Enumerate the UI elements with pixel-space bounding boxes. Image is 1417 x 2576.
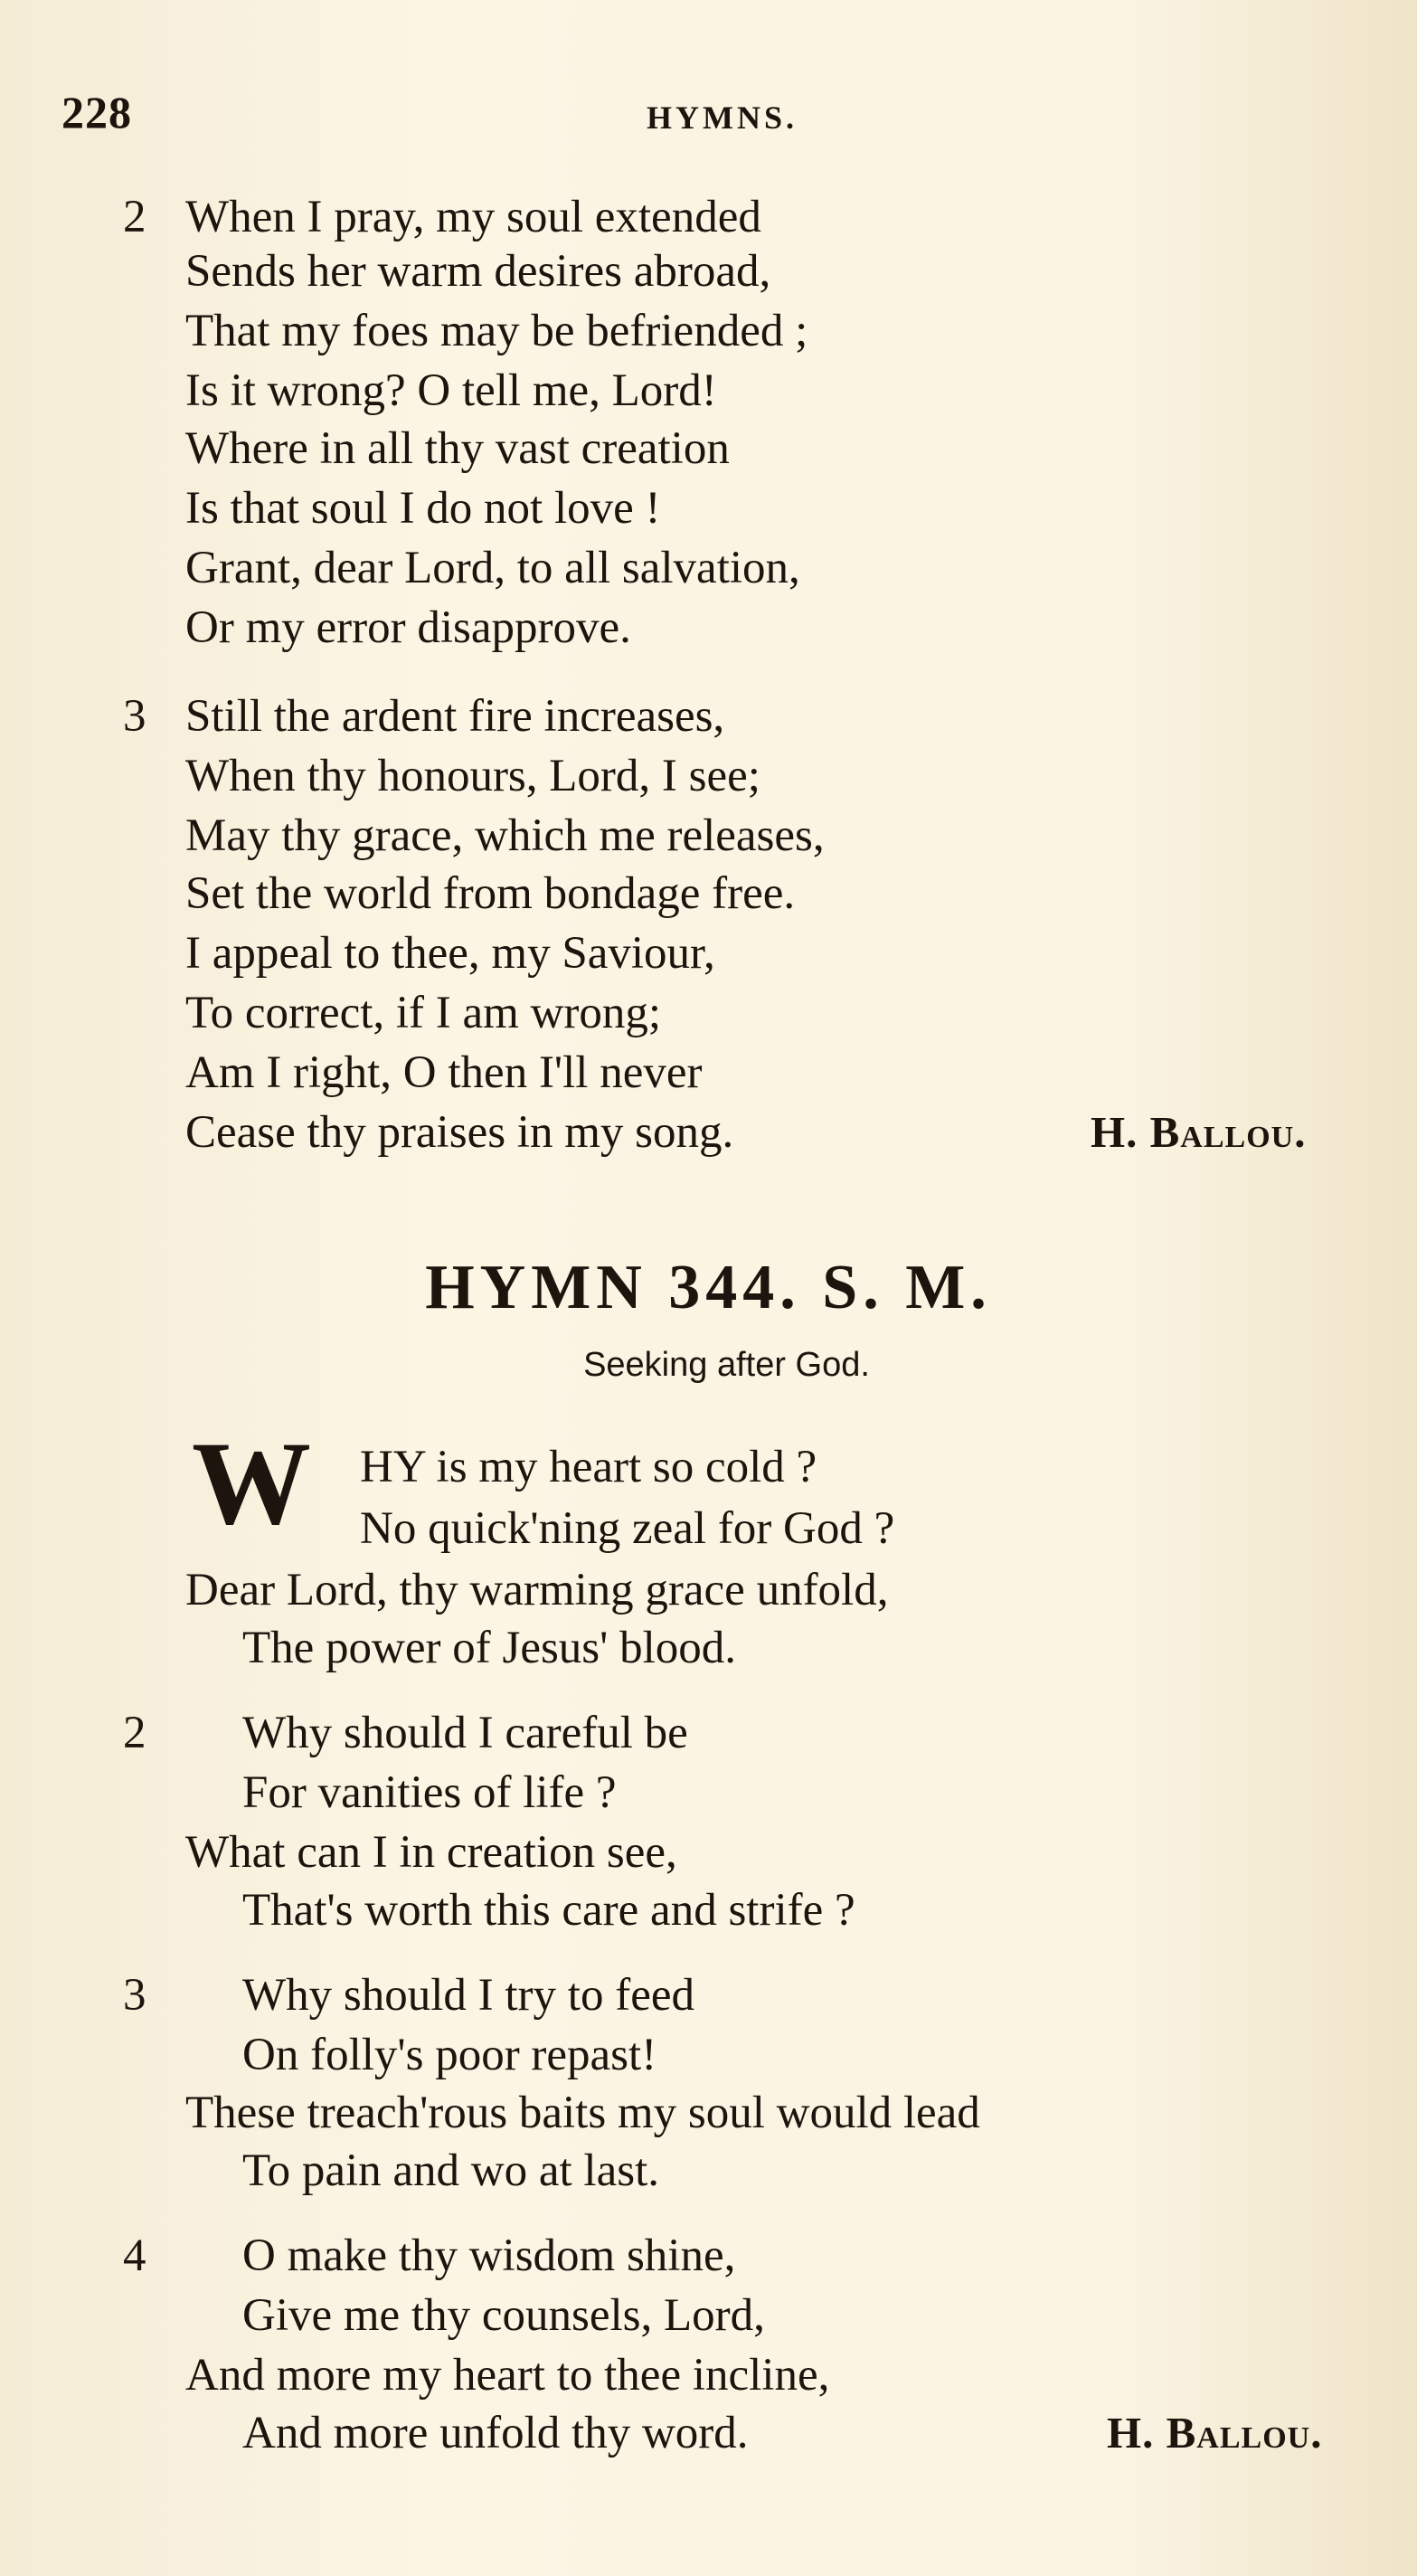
verse-line: Dear Lord, thy warming grace unfold, bbox=[185, 1565, 889, 1615]
verse-line: Is it wrong? O tell me, Lord! bbox=[185, 365, 717, 416]
verse-line: To correct, if I am wrong; bbox=[185, 988, 662, 1038]
verse-line: Give me thy counsels, Lord, bbox=[242, 2290, 765, 2341]
verse-line: That's worth this care and strife ? bbox=[242, 1885, 855, 1936]
page-number: 228 bbox=[61, 87, 132, 137]
verse-line: What can I in creation see, bbox=[185, 1827, 677, 1878]
verse-line: Or my error disapprove. bbox=[185, 602, 631, 653]
verse-line: And more my heart to thee incline, bbox=[185, 2350, 830, 2401]
page-header bbox=[61, 86, 1356, 140]
verse-line: On folly's poor repast! bbox=[242, 2030, 657, 2080]
verse-line: Is that soul I do not love ! bbox=[185, 483, 661, 534]
verse-line: To pain and wo at last. bbox=[242, 2145, 659, 2196]
verse-line: Where in all thy vast creation bbox=[185, 423, 730, 474]
verse-line: O make thy wisdom shine, bbox=[242, 2230, 736, 2281]
verse-line: Why should I try to feed bbox=[242, 1970, 694, 2021]
running-title: HYMNS. bbox=[647, 99, 798, 136]
verse-line: No quick'ning zeal for God ? bbox=[360, 1503, 895, 1554]
stanza-number: 4 bbox=[123, 2230, 146, 2281]
verse-line: Why should I careful be bbox=[242, 1708, 688, 1758]
stanza-number: 2 bbox=[123, 1708, 146, 1758]
verse-line: The power of Jesus' blood. bbox=[242, 1623, 737, 1673]
hymn-subtitle: Seeking after God. bbox=[583, 1346, 870, 1384]
verse-line: Set the world from bondage free. bbox=[185, 868, 796, 919]
verse-line: HY is my heart so cold ? bbox=[360, 1442, 817, 1492]
verse-line: Still the ardent fire increases, bbox=[185, 691, 725, 742]
stanza-number: 3 bbox=[123, 1970, 146, 2021]
verse-line: May thy grace, which me releases, bbox=[185, 810, 825, 861]
drop-cap: W bbox=[192, 1416, 311, 1549]
hymn-heading: HYMN 344. S. M. bbox=[425, 1253, 992, 1322]
verse-line: I appeal to thee, my Saviour, bbox=[185, 928, 715, 979]
verse-line: Grant, dear Lord, to all salvation, bbox=[185, 543, 800, 593]
verse-line: Sends her warm desires abroad, bbox=[185, 246, 771, 297]
verse-line: Am I right, O then I'll never bbox=[185, 1047, 703, 1098]
verse-line: And more unfold thy word. bbox=[242, 2408, 749, 2458]
stanza-number: 2 bbox=[123, 192, 146, 242]
verse-line: These treach'rous baits my soul would lead bbox=[185, 2088, 980, 2138]
stanza-number: 3 bbox=[123, 691, 146, 742]
verse-line: Cease thy praises in my song. bbox=[185, 1107, 734, 1158]
verse-line: That my foes may be befriended ; bbox=[185, 306, 808, 356]
verse-line: When thy honours, Lord, I see; bbox=[185, 751, 760, 801]
verse-line: When I pray, my soul extended bbox=[185, 192, 761, 242]
hymn-attribution: H. Ballou. bbox=[1091, 1107, 1307, 1157]
hymn-attribution: H. Ballou. bbox=[1107, 2408, 1323, 2458]
verse-line: For vanities of life ? bbox=[242, 1767, 617, 1818]
